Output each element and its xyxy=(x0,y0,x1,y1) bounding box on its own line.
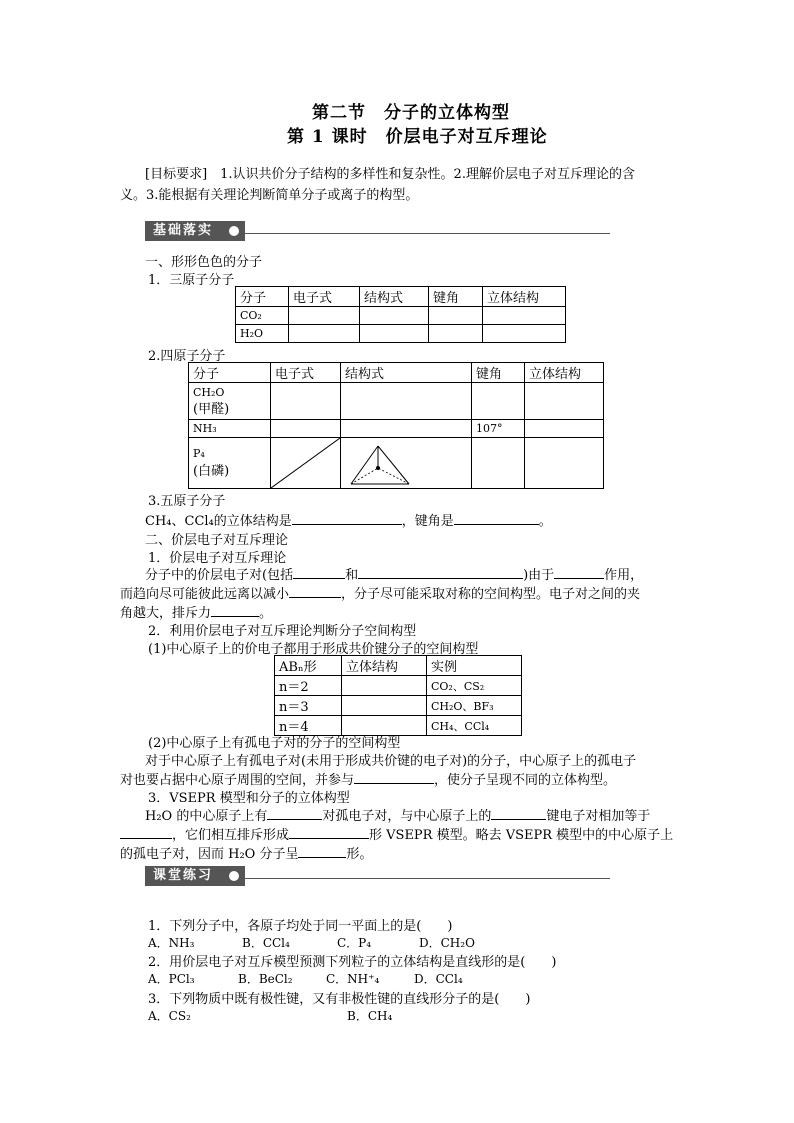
lesson-title: 第 1 课时 价层电子对互斥理论 xyxy=(287,127,548,147)
vsepr-para-line-2 xyxy=(120,583,640,602)
five-atom-text-a: CH₄、CCl₄的立体结构是 xyxy=(145,514,292,529)
banner-label: 课堂练习 xyxy=(145,866,245,886)
struck-cell xyxy=(271,438,341,489)
h2o-line-2 xyxy=(120,824,673,843)
table-cell: CO₂ xyxy=(236,307,289,325)
table-cell: n＝3 xyxy=(275,696,342,716)
option[interactable]: A．NH₃ xyxy=(148,936,195,950)
part1-sub1: 1．三原子分子 xyxy=(148,273,235,288)
table-cell xyxy=(483,307,566,325)
table-cell xyxy=(289,325,360,343)
table-header: ABₙ形 xyxy=(275,656,342,676)
p4-formula: P₄ xyxy=(193,447,205,460)
ch2o-formula: CH₂O xyxy=(193,386,225,399)
p4-name: (白磷) xyxy=(193,464,230,479)
lone-pair-line-2 xyxy=(120,769,616,788)
option[interactable]: A．CS₂ xyxy=(148,1009,191,1023)
banner-dot-icon xyxy=(229,226,239,236)
text: ，使分子呈现不同的立体构型。 xyxy=(434,773,617,788)
table-header: 实例 xyxy=(427,656,522,676)
vsepr-para-line-1 xyxy=(145,564,643,583)
part2-sub2-1: (1)中心原子上的价电子都用于形成共价键分子的空间构型 xyxy=(148,642,479,657)
text: 分子中的价层电子对(包括 xyxy=(145,568,294,583)
five-atom-text-b: ，键角是 xyxy=(401,514,454,529)
banner-dot-icon xyxy=(229,871,239,881)
part2-sub2: 2．利用价层电子对互斥理论判断分子空间构型 xyxy=(148,624,417,639)
section-banner-basics xyxy=(145,221,615,241)
table-cell xyxy=(525,438,604,489)
text: 形。 xyxy=(346,847,373,862)
table-header: 立体结构 xyxy=(342,656,427,676)
answer-blank xyxy=(354,769,434,784)
answer-blank xyxy=(267,805,322,820)
tetrahedron-diagram xyxy=(341,438,471,488)
lone-pair-line-1: 对于中心原子上有孤电子对(未用于形成共价键的电子对)的分子，中心原子上的孤电子 xyxy=(145,754,637,769)
question-2-options xyxy=(148,970,463,987)
option[interactable]: A．PCl₃ xyxy=(148,972,195,986)
h2o-line-3 xyxy=(120,843,373,862)
option[interactable]: B．BeCl₂ xyxy=(238,972,293,986)
option[interactable]: D．CH₂O xyxy=(419,936,475,950)
table-header: 结构式 xyxy=(360,287,429,307)
text: 对孤电子对，与中心原子上的 xyxy=(322,809,492,824)
table-cell xyxy=(483,325,566,343)
table-cell xyxy=(360,325,429,343)
table-cell xyxy=(525,420,604,438)
table-header: 分子 xyxy=(236,287,289,307)
answer-blank xyxy=(554,564,604,579)
table-cell: CH₄、CCl₄ xyxy=(427,716,522,736)
table-cell: n＝2 xyxy=(275,676,342,696)
section-banner-exercises xyxy=(145,866,615,886)
answer-blank xyxy=(120,824,172,839)
table-header: 键角 xyxy=(472,363,525,383)
option[interactable]: D．CCl₄ xyxy=(414,972,463,986)
h2o-line-1 xyxy=(145,805,650,824)
table-cell xyxy=(472,438,525,489)
table-cell: H₂O xyxy=(236,325,289,343)
part2-sub1: 1．价层电子对互斥理论 xyxy=(148,551,287,566)
option[interactable]: C．NH⁺₄ xyxy=(326,972,380,986)
table-cell: n＝4 xyxy=(275,716,342,736)
part2-sub3: 3．VSEPR 模型和分子的立体构型 xyxy=(148,791,350,806)
table-header: 键角 xyxy=(429,287,483,307)
text: H₂O 的中心原子上有 xyxy=(145,809,268,824)
answer-blank xyxy=(292,510,402,525)
text: 角越大，排斥力 xyxy=(120,606,212,621)
table-cell xyxy=(189,383,271,420)
goals-line-2: 义。3.能根据有关理论判断简单分子或离子的构型。 xyxy=(120,188,419,203)
banner-rule xyxy=(245,878,610,879)
table-cell xyxy=(342,696,427,716)
text: 对也要占据中心原子周围的空间，并参与 xyxy=(120,773,355,788)
question-2: 2．用价层电子对互斥模型预测下列粒子的立体结构是直线形的是( ) xyxy=(148,955,557,970)
table-cell xyxy=(360,307,429,325)
diagonal-strike xyxy=(271,438,340,488)
part1-heading: 一、形形色色的分子 xyxy=(145,255,263,270)
text: 和 xyxy=(345,568,359,583)
section-title: 第二节 分子的立体构型 xyxy=(312,103,510,123)
text: 而趋向尽可能彼此远离以减小 xyxy=(120,587,290,602)
table-cell xyxy=(525,383,604,420)
text: 的孤电子对，因而 H₂O 分子呈 xyxy=(120,847,299,862)
table-cell: CH₂O、BF₃ xyxy=(427,696,522,716)
table-cell xyxy=(189,438,271,489)
table-cell xyxy=(342,676,427,696)
option[interactable]: B．CCl₄ xyxy=(242,936,290,950)
answer-blank xyxy=(358,564,523,579)
text: )由于 xyxy=(523,568,555,583)
text: 键电子对相加等于 xyxy=(546,809,651,824)
text: 。 xyxy=(259,606,273,621)
banner-label: 基础落实 xyxy=(145,221,245,241)
answer-blank xyxy=(491,805,546,820)
table-cell: CO₂、CS₂ xyxy=(427,676,522,696)
table-header: 立体结构 xyxy=(525,363,604,383)
nh3-bond-angle: 107° xyxy=(472,420,525,438)
answer-blank xyxy=(289,583,341,598)
p4-structure-cell xyxy=(341,438,472,489)
table-cell xyxy=(271,383,341,420)
banner-rule xyxy=(245,233,610,234)
part2-sub2-2: (2)中心原子上有孤电子对的分子的空间构型 xyxy=(148,736,401,751)
part1-sub3: 3.五原子分子 xyxy=(148,494,226,509)
table-header: 立体结构 xyxy=(483,287,566,307)
answer-blank xyxy=(293,564,345,579)
answer-blank xyxy=(289,824,369,839)
goals-line-1: [目标要求] 1.认识共价分子结构的多样性和复杂性。2.理解价层电子对互斥理论的含 xyxy=(145,167,635,182)
table-cell xyxy=(429,325,483,343)
table-header: 电子式 xyxy=(289,287,360,307)
option[interactable]: C．P₄ xyxy=(337,936,372,950)
answer-blank xyxy=(211,602,259,617)
abn-table xyxy=(274,655,522,736)
table-cell xyxy=(429,307,483,325)
text: ，它们相互排斥形成 xyxy=(172,828,290,843)
text: ，分子尽可能采取对称的空间构型。电子对之间的夹 xyxy=(341,587,641,602)
question-1: 1．下列分子中，各原子均处于同一平面上的是( ) xyxy=(148,919,453,934)
question-3-options xyxy=(148,1007,392,1024)
table-cell xyxy=(271,420,341,438)
part1-sub2: 2.四原子分子 xyxy=(148,349,226,364)
table-cell xyxy=(289,307,360,325)
table-cell: NH₃ xyxy=(189,420,271,438)
option[interactable]: B．CH₄ xyxy=(347,1009,393,1023)
table-header: 分子 xyxy=(189,363,271,383)
three-atom-table xyxy=(235,286,566,343)
ch2o-name: (甲醛) xyxy=(193,402,230,417)
question-1-options xyxy=(148,934,475,951)
table-cell xyxy=(341,420,472,438)
table-cell xyxy=(341,383,472,420)
table-cell xyxy=(472,383,525,420)
part2-heading: 二、价层电子对互斥理论 xyxy=(145,533,289,548)
answer-blank xyxy=(454,510,539,525)
five-atom-text-c: 。 xyxy=(538,514,552,529)
question-3: 3．下列物质中既有极性键，又有非极性键的直线形分子的是( ) xyxy=(148,992,531,1007)
vsepr-para-line-3 xyxy=(120,602,272,621)
table-header: 电子式 xyxy=(271,363,341,383)
five-atom-line xyxy=(145,510,552,529)
four-atom-table xyxy=(188,362,604,489)
text: 作用， xyxy=(604,568,644,583)
table-header: 结构式 xyxy=(341,363,472,383)
answer-blank xyxy=(298,843,346,858)
text: 形 VSEPR 模型。略去 VSEPR 模型中的中心原子上 xyxy=(369,828,674,843)
